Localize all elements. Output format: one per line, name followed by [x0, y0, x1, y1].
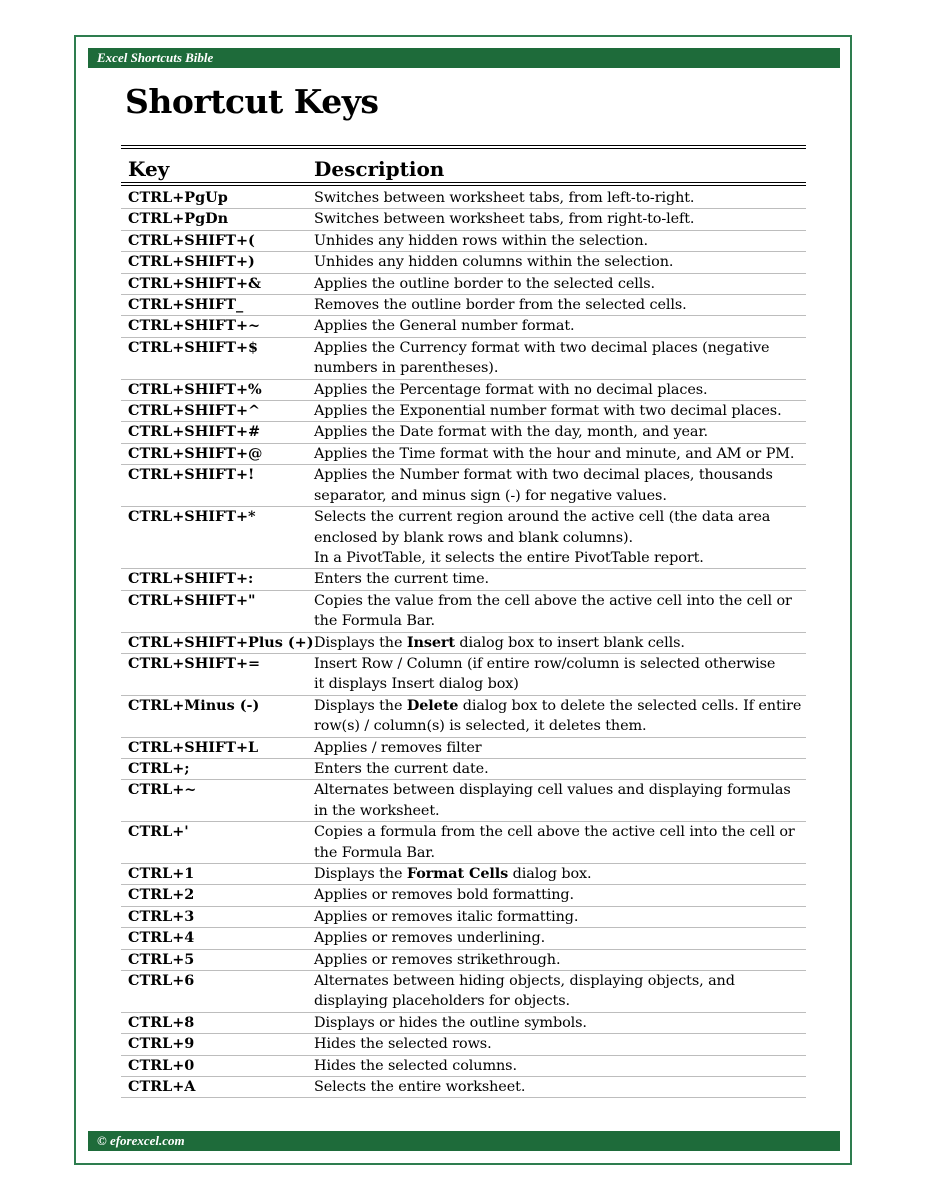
description-line: displaying placeholders for objects.	[314, 993, 570, 1010]
shortcut-description	[314, 906, 806, 927]
shortcut-description	[314, 653, 806, 695]
table-row	[121, 780, 806, 822]
shortcut-key: CTRL+SHIFT_	[121, 295, 314, 316]
description-line: Switches between worksheet tabs, from left-to-right.	[314, 190, 695, 206]
description-line: Applies the Time format with the hour and minute, and AM or PM.	[314, 445, 795, 462]
table-row	[121, 443, 806, 464]
shortcut-description	[314, 316, 806, 337]
shortcut-key: CTRL+SHIFT+)	[121, 252, 314, 273]
shortcut-description	[314, 230, 806, 251]
shortcut-key: CTRL+SHIFT+~	[121, 316, 314, 337]
description-line: Enters the current time.	[314, 571, 490, 588]
description-line: Applies the outline border to the selected cells.	[314, 275, 656, 292]
shortcut-description	[314, 443, 806, 464]
table-row	[121, 1012, 806, 1033]
shortcut-description	[314, 737, 806, 758]
description-line: Displays or hides the outline symbols.	[314, 1014, 587, 1031]
shortcut-description	[314, 590, 806, 632]
shortcut-description	[314, 758, 806, 779]
table-row	[121, 337, 806, 379]
shortcut-description	[314, 632, 806, 653]
table-row	[121, 632, 806, 653]
page-title: Shortcut Keys	[125, 82, 379, 121]
shortcut-description	[314, 695, 806, 737]
shortcut-description	[314, 949, 806, 970]
table-row	[121, 184, 806, 209]
shortcut-key: CTRL+SHIFT+!	[121, 465, 314, 507]
table-row	[121, 864, 806, 885]
shortcut-description	[314, 379, 806, 400]
description-line: Hides the selected rows.	[314, 1036, 492, 1053]
shortcut-description	[314, 780, 806, 822]
description-line: Applies the Date format with the day, month, and year.	[314, 424, 709, 441]
description-line: Applies or removes bold formatting.	[314, 887, 575, 904]
table-row	[121, 401, 806, 422]
shortcut-key: CTRL+SHIFT+@	[121, 443, 314, 464]
shortcut-description	[314, 422, 806, 443]
table-row	[121, 971, 806, 1013]
description-line: Enters the current date.	[314, 760, 489, 777]
shortcut-description	[314, 465, 806, 507]
shortcut-key: CTRL+2	[121, 885, 314, 906]
shortcut-description	[314, 864, 806, 885]
description-line: Applies the Percentage format with no decimal places.	[314, 381, 708, 398]
shortcut-description	[314, 337, 806, 379]
description-line: Unhides any hidden rows within the selection.	[314, 232, 649, 249]
shortcut-key: CTRL+SHIFT+(	[121, 230, 314, 251]
description-text: dialog box.	[508, 866, 592, 882]
table-row	[121, 316, 806, 337]
description-line: Switches between worksheet tabs, from right-to-left.	[314, 211, 695, 228]
shortcut-key: CTRL+PgUp	[121, 184, 314, 209]
shortcut-key: CTRL+SHIFT+=	[121, 653, 314, 695]
description-line: in the worksheet.	[314, 802, 440, 819]
header-banner: Excel Shortcuts Bible	[88, 48, 840, 68]
shortcut-description	[314, 252, 806, 273]
table-row	[121, 1077, 806, 1098]
description-text: dialog box to delete the selected cells. If entire row(s) / column(s) is selected, it deletes them.	[314, 697, 802, 735]
shortcut-key: CTRL+SHIFT+Plus (+)	[121, 632, 314, 653]
shortcut-description	[314, 928, 806, 949]
shortcut-description	[314, 209, 806, 230]
shortcut-key: CTRL+'	[121, 822, 314, 864]
shortcut-description	[314, 273, 806, 294]
shortcut-description	[314, 569, 806, 590]
description-line: Insert Row / Column (if entire row/column is selected otherwise	[314, 655, 776, 672]
shortcut-key: CTRL+SHIFT+#	[121, 422, 314, 443]
shortcut-key: CTRL+6	[121, 971, 314, 1013]
description-text: Displays the	[314, 697, 407, 714]
table-row	[121, 695, 806, 737]
column-header-key: Key	[121, 147, 314, 184]
shortcut-table	[121, 145, 806, 1098]
shortcut-key: CTRL+3	[121, 906, 314, 927]
table-row	[121, 379, 806, 400]
table-row	[121, 230, 806, 251]
description-dialog-name: Delete	[406, 696, 459, 714]
table-row	[121, 273, 806, 294]
shortcut-description	[314, 1012, 806, 1033]
table-row	[121, 737, 806, 758]
description-line: Applies / removes filter	[314, 739, 482, 756]
shortcut-key: CTRL+SHIFT+%	[121, 379, 314, 400]
description-line: Applies or removes italic formatting.	[314, 908, 579, 925]
shortcut-description	[314, 1034, 806, 1055]
shortcut-description	[314, 885, 806, 906]
table-row	[121, 590, 806, 632]
table-row	[121, 1055, 806, 1076]
description-line: it displays Insert dialog box)	[314, 676, 519, 693]
shortcut-key: CTRL+SHIFT+"	[121, 590, 314, 632]
table-row	[121, 822, 806, 864]
shortcut-key: CTRL+5	[121, 949, 314, 970]
table-header-row	[121, 147, 806, 184]
description-line: Alternates between hiding objects, displaying objects, and	[314, 973, 735, 990]
description-line: the Formula Bar.	[314, 844, 435, 861]
shortcut-key: CTRL+SHIFT+:	[121, 569, 314, 590]
table-row	[121, 928, 806, 949]
table-row	[121, 949, 806, 970]
shortcut-description	[314, 822, 806, 864]
description-line: enclosed by blank rows and blank columns).	[314, 529, 633, 546]
shortcut-key: CTRL+1	[121, 864, 314, 885]
shortcut-key: CTRL+Minus (-)	[121, 695, 314, 737]
shortcut-description	[314, 295, 806, 316]
shortcut-description	[314, 184, 806, 209]
shortcut-key: CTRL+8	[121, 1012, 314, 1033]
description-line: Unhides any hidden columns within the selection.	[314, 254, 674, 271]
description-line: Hides the selected columns.	[314, 1057, 517, 1074]
shortcut-description	[314, 507, 806, 569]
shortcut-key: CTRL+SHIFT+*	[121, 507, 314, 569]
description-line: Selects the entire worksheet.	[314, 1079, 526, 1096]
shortcut-key: CTRL+;	[121, 758, 314, 779]
description-dialog-name: Insert	[406, 633, 455, 651]
table-row	[121, 422, 806, 443]
table-row	[121, 569, 806, 590]
shortcut-description	[314, 971, 806, 1013]
description-line: numbers in parentheses).	[314, 360, 499, 377]
shortcut-key: CTRL+4	[121, 928, 314, 949]
description-line: In a PivotTable, it selects the entire PivotTable report.	[314, 549, 704, 566]
shortcut-description	[314, 1055, 806, 1076]
table-row	[121, 758, 806, 779]
description-line: Removes the outline border from the selected cells.	[314, 297, 687, 314]
description-dialog-name: Format Cells	[406, 865, 509, 882]
table-row	[121, 906, 806, 927]
table-row	[121, 1034, 806, 1055]
description-line: the Formula Bar.	[314, 613, 435, 630]
description-line: Copies a formula from the cell above the active cell into the cell or	[314, 824, 795, 841]
description-line: Alternates between displaying cell values and displaying formulas	[314, 782, 791, 799]
shortcut-key: CTRL+SHIFT+$	[121, 337, 314, 379]
column-header-description: Description	[314, 147, 806, 184]
shortcut-key: CTRL+PgDn	[121, 209, 314, 230]
description-line: Selects the current region around the active cell (the data area	[314, 509, 771, 526]
shortcut-description	[314, 401, 806, 422]
table-row	[121, 653, 806, 695]
description-line: Applies the Number format with two decimal places, thousands	[314, 467, 773, 484]
shortcut-key: CTRL+0	[121, 1055, 314, 1076]
description-line: separator, and minus sign (-) for negative values.	[314, 487, 667, 504]
table-row	[121, 209, 806, 230]
description-line: Applies or removes strikethrough.	[314, 951, 561, 968]
description-line: Applies or removes underlining.	[314, 930, 546, 947]
shortcut-key: CTRL+SHIFT+^	[121, 401, 314, 422]
shortcut-key: CTRL+SHIFT+L	[121, 737, 314, 758]
shortcut-key: CTRL+A	[121, 1077, 314, 1098]
description-line: Copies the value from the cell above the active cell into the cell or	[314, 592, 792, 609]
table-body	[121, 184, 806, 1098]
shortcut-description	[314, 1077, 806, 1098]
footer-banner: © eforexcel.com	[88, 1131, 840, 1151]
table-row	[121, 507, 806, 569]
table-row	[121, 252, 806, 273]
description-line: Applies the Exponential number format with two decimal places.	[314, 403, 782, 420]
shortcut-key: CTRL+9	[121, 1034, 314, 1055]
table-row	[121, 885, 806, 906]
shortcut-key: CTRL+~	[121, 780, 314, 822]
description-text: Displays the	[314, 634, 407, 651]
shortcut-key: CTRL+SHIFT+&	[121, 273, 314, 294]
description-line: Applies the Currency format with two decimal places (negative	[314, 339, 770, 356]
description-text: Displays the	[314, 866, 407, 882]
table-row	[121, 465, 806, 507]
description-line: Applies the General number format.	[314, 318, 575, 335]
table-row	[121, 295, 806, 316]
description-text: dialog box to insert blank cells.	[454, 634, 685, 651]
